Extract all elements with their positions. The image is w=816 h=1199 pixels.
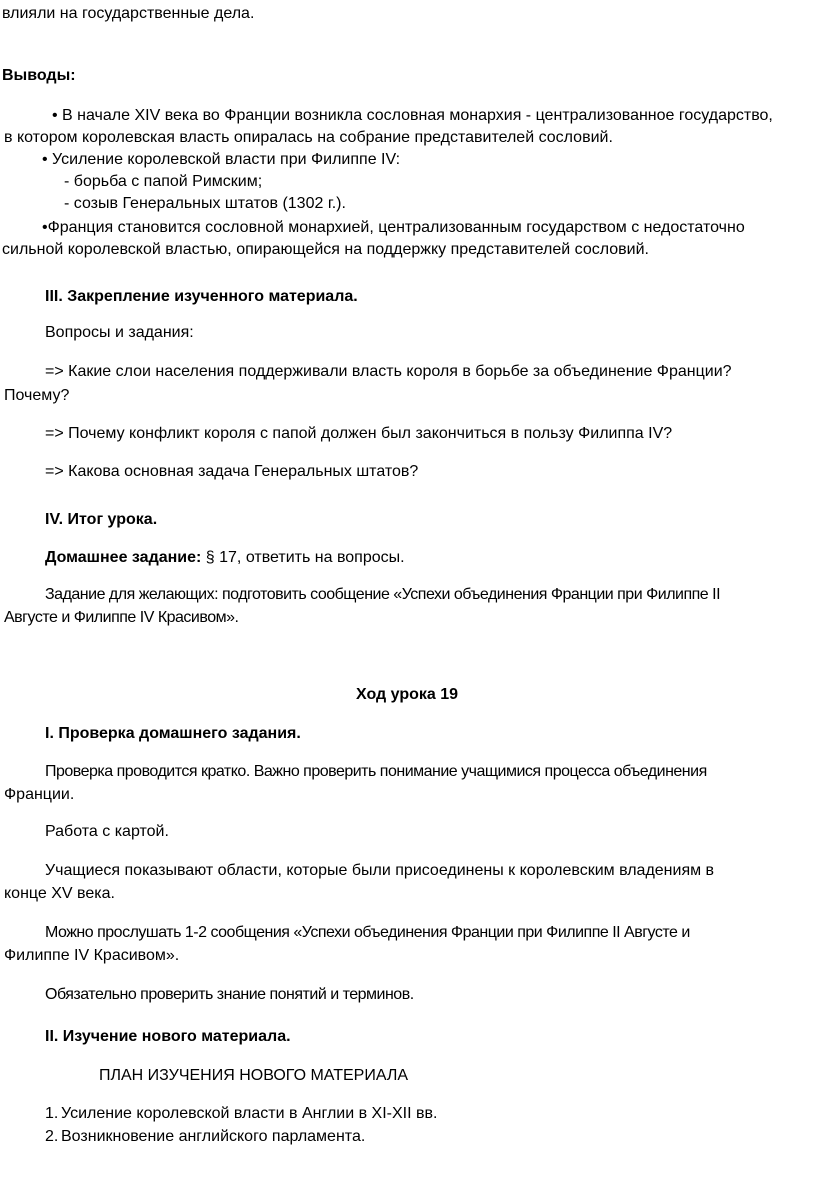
homework-text: § 17, ответить на вопросы. <box>201 549 405 566</box>
conclusion-dash-2: - созыв Генеральных штатов (1302 г.). <box>64 195 346 212</box>
plan-item-1-text: Усиление королевской власти в Англии в XI-XII вв. <box>61 1105 438 1122</box>
conclusions-heading: Выводы: <box>2 67 76 84</box>
section-4-heading: IV. Итог урока. <box>45 511 158 528</box>
question-1: => Какие слои населения поддерживали власть короля в борьбе за объединение Франции? <box>45 363 732 380</box>
map-work: Работа с картой. <box>45 823 169 840</box>
section-2-heading: II. Изучение нового материала. <box>45 1028 291 1045</box>
plan-item-2-number: 2. <box>45 1128 59 1145</box>
plan-item-2 <box>45 1127 365 1147</box>
conclusion-dash-1: - борьба с папой Римским; <box>64 173 263 190</box>
homework-label: Домашнее задание: <box>45 549 202 566</box>
plan-item-1 <box>45 1104 437 1124</box>
conclusion-bullet-3-cont: сильной королевской властью, опирающейся на поддержку представителей сословий. <box>2 241 649 258</box>
lesson-title: Ход урока 19 <box>356 686 459 703</box>
students-show-text: Учащиеся показывают области, которые были присоединены к королевским владениям в <box>45 862 715 879</box>
students-show-text-cont: конце XV века. <box>4 885 115 902</box>
plan-title: ПЛАН ИЗУЧЕНИЯ НОВОГО МАТЕРИАЛА <box>99 1067 409 1084</box>
conclusion-bullet-1: • В начале XIV века во Франции возникла сословная монархия - централизованное государство, <box>52 107 773 124</box>
reports-text-cont: Филиппе IV Красивом». <box>4 947 180 964</box>
conclusion-bullet-3: •Франция становится сословной монархией, централизованным государством с недостаточно <box>42 219 745 236</box>
terms-check: Обязательно проверить знание понятий и терминов. <box>45 986 414 1003</box>
question-2: => Почему конфликт короля с папой должен был закончиться в пользу Филиппа IV? <box>45 425 673 442</box>
question-3: => Какова основная задача Генеральных штатов? <box>45 463 419 480</box>
paragraph-line: влияли на государственные дела. <box>2 5 255 22</box>
plan-item-2-text: Возникновение английского парламента. <box>61 1128 366 1145</box>
homework-line <box>45 548 405 568</box>
conclusion-bullet-1-cont: в котором королевская власть опиралась на собрание представителей сословий. <box>4 129 613 146</box>
homework-check-text-cont: Франции. <box>4 786 75 803</box>
plan-item-1-number: 1. <box>45 1105 59 1122</box>
reports-text: Можно прослушать 1-2 сообщения «Успехи объединения Франции при Филиппе II Августе и <box>45 924 690 941</box>
section-1-heading: I. Проверка домашнего задания. <box>45 725 301 742</box>
extra-task-cont: Августе и Филиппе IV Красивом». <box>4 609 239 626</box>
questions-label: Вопросы и задания: <box>45 324 194 341</box>
conclusion-bullet-2: • Усиление королевской власти при Филиппе IV: <box>42 151 401 168</box>
question-1-cont: Почему? <box>4 387 70 404</box>
extra-task: Задание для желающих: подготовить сообщение «Успехи объединения Франции при Филиппе II <box>45 586 721 603</box>
homework-check-text: Проверка проводится кратко. Важно проверить понимание учащимися процесса объединения <box>45 763 707 780</box>
section-3-heading: III. Закрепление изученного материала. <box>45 288 358 305</box>
